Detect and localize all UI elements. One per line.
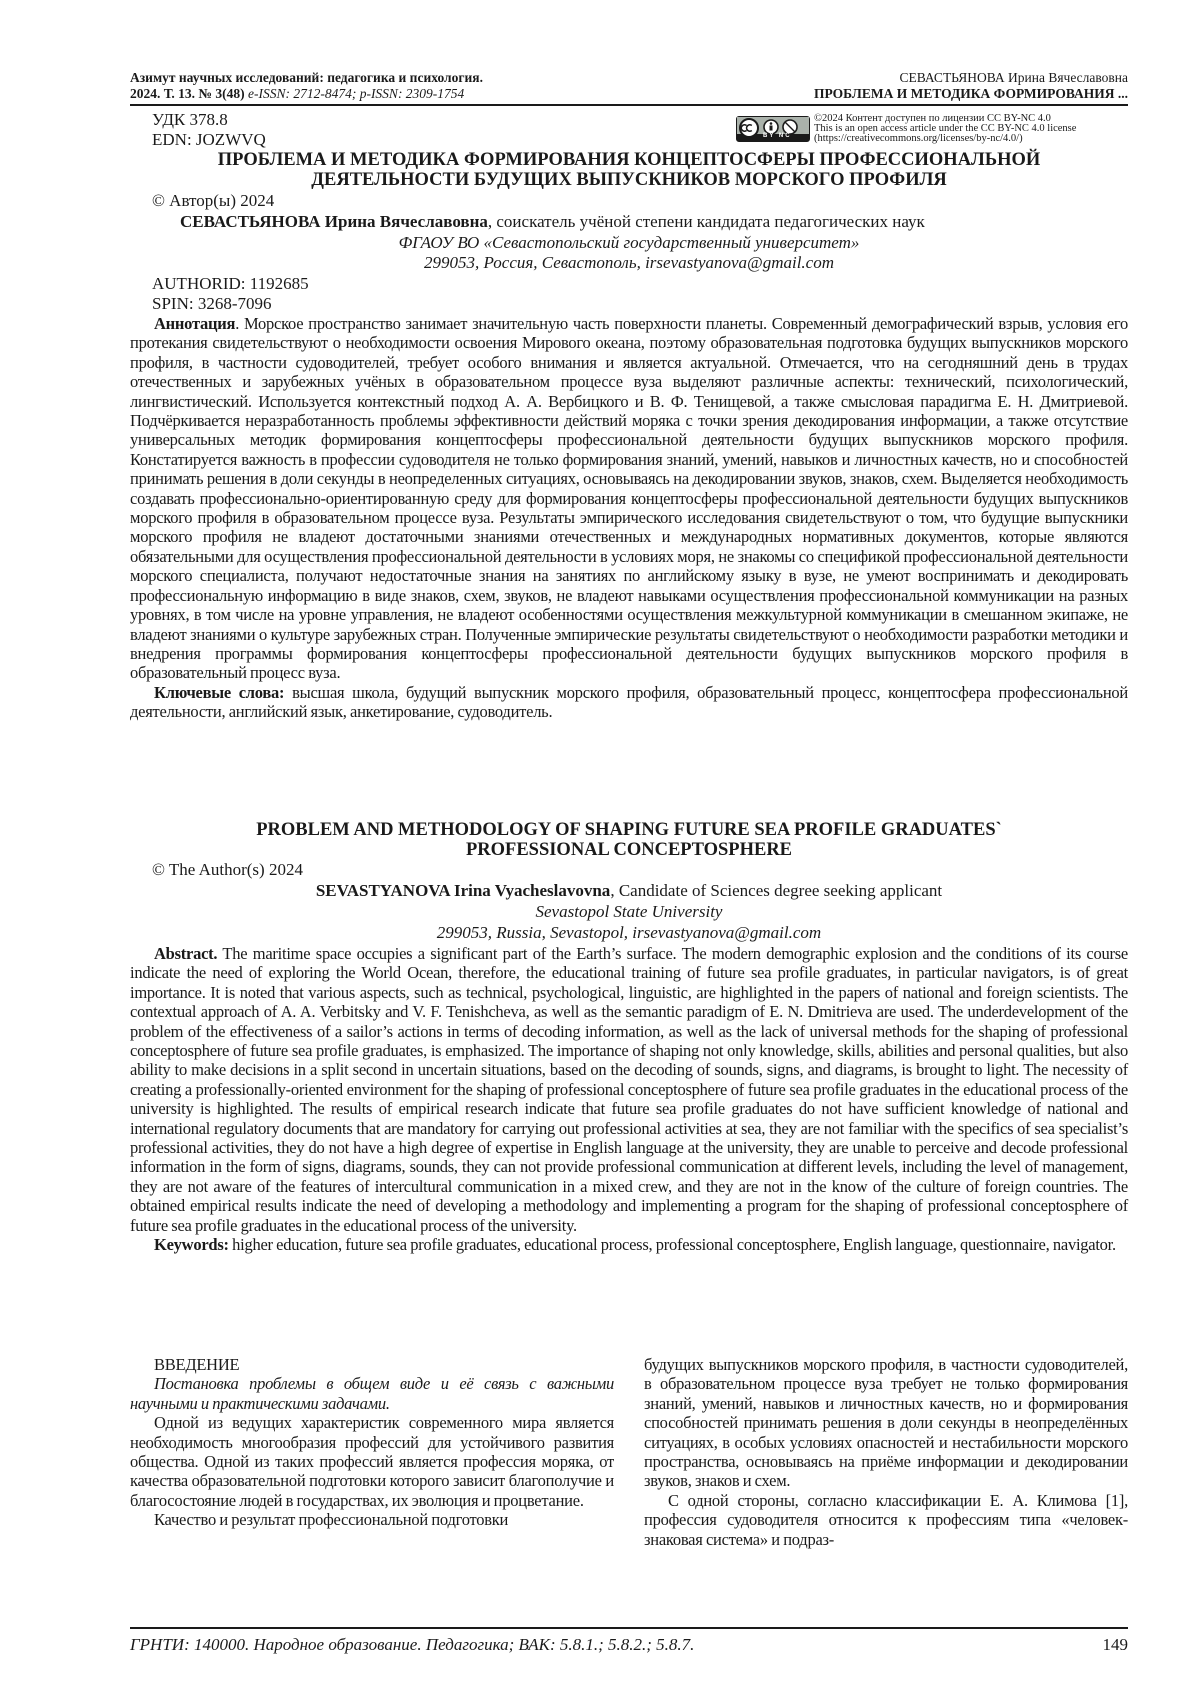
edn: EDN: JOZWVQ [152,130,266,149]
spin: SPIN: 3268-7096 [152,294,272,313]
issue-line [130,86,650,102]
intro-right-column [644,1355,1128,1549]
section-heading-intro: ВВЕДЕНИЕ [154,1355,240,1374]
abstract-text-en: The maritime space occupies a significant part of the Earth’s surface. The modern demographic explosion and the conditions of its course indicate the need of exploring the World Ocean, therefore, the educational training of future sea profile graduates, in particular navigators, is of great importance. It is noted that various aspects, such as technical, psychological, linguistic, are highlighted in the papers of national and foreign scientists. The contextual approach of A. A. Verbitsky and V. F. Tenishcheva, as well as the semantic paradigm of E. N. Dmitrieva are used. The underdevelopment of the problem of the effectiveness of a sailor’s actions in terms of decoding information, as well as the lack of universal methods for the shaping of professional conceptosphere of future sea profile graduates, is emphasized. The importance of shaping not only knowledge, skills, abilities and personal qualities, but also ability to make decisions in a split second in uncertain situations, based on the decoding of sounds, signs, and diagrams, is brought to light. The necessity of creating a professionally-oriented environment for the shaping of professional conceptosphere of future sea profile graduates in the educational process of the university is highlighted. The results of empirical research indicate that future sea profile graduates do not have sufficient knowledge of national and international regulatory documents that are mandatory for carrying out professional activities at sea, they are not familiar with the specifics of sea specialist’s professional activities, they do not have a high degree of expertise in English language at the university, they are unable to perceive and decode professional information in the form of signs, diagrams, sounds, they can not provide professional communication at different levels, including the level of management, they are not aware of the features of intercultural communication in a mixed crew, and they are not in the know of the culture of foreign countries. The obtained empirical results indicate the need of developing a methodology and implementing a program for the shaping of professional conceptosphere of future sea profile graduates in the educational process of the university. [130,944,1128,1235]
cc-by-nc-badge[interactable] [736,116,810,142]
affiliation-ru: ФГАОУ ВО «Севастопольский государственный университет» [398,233,860,252]
abstract-label-ru: Аннотация [154,314,236,333]
intro-subheading: Постановка проблемы в общем виде и её связь с важными научными и практическими задачами. [130,1374,614,1413]
keywords-label-ru: Ключевые слова: [154,682,285,702]
license-link[interactable]: (https://creativecommons.org/licenses/by-nc/4.0/) [814,133,1023,144]
title-line: ПРОБЛЕМА И МЕТОДИКА ФОРМИРОВАНИЯ КОНЦЕПТОСФЕРЫ ПРОФЕССИОНАЛЬНОЙ [217,150,1041,170]
intro-paragraph: будущих выпускников морского профиля, в частности судоводителей, в образовательном процессе вуза требует не только формирования знаний, умений, навыков и личностных качеств, но и формирования способностей принимать решения в доли секунды в неопределённых ситуациях, в особых условиях опасностей и нестабильности морского пространства, основываясь на приёме информации и декодировании звуков, знаков и схем. [644,1355,1128,1491]
address-ru: 299053, Россия, Севастополь, irsevastyanova@gmail.com [424,253,834,272]
intro-paragraph: С одной стороны, согласно классификации Е. А. Климова [1], профессия судоводителя относится к профессиям типа «человек-знаковая система» и подраз- [644,1490,1128,1549]
author-position-en: , Candidate of Sciences degree seeking applicant [610,881,943,900]
copyright-en: © The Author(s) 2024 [152,860,303,879]
copyright-ru: © Автор(ы) 2024 [152,191,275,210]
address-en: 299053, Russia, Sevastopol, irsevastyanova@gmail.com [436,923,822,942]
issue-number: 2024. Т. 13. № 3(48) [130,86,245,101]
authorid: AUTHORID: 1192685 [152,274,309,293]
title-line: PROBLEM AND METHODOLOGY OF SHAPING FUTURE SEA PROFILE GRADUATES` [256,820,1002,840]
footer-divider [130,1627,1128,1629]
keywords-label-en: Keywords: [154,1235,229,1255]
abstract-en [130,944,1128,1255]
abstract-label-en: Abstract. [154,944,218,963]
udk: УДК 378.8 [152,110,228,129]
author-name-en: SEVASTYANOVA Irina Vyacheslavovna [315,881,611,900]
keywords-text-ru: высшая школа, будущий выпускник морского профиля, образовательный процесс, концептосфера профессиональной деятельности, английский язык, анкетирование, судоводитель. [130,682,1128,722]
title-line: PROFESSIONAL CONCEPTOSPHERE [465,840,793,860]
header-divider [130,104,1128,106]
license-text [814,114,1144,144]
author-position-ru: , соискатель учёной степени кандидата педагогических наук [487,212,925,231]
intro-paragraph: Одной из ведущих характеристик современного мира является необходимость многообразия профессий для устойчивого развития общества. Одной из таких профессий является профессия моряка, от качества образовательной подготовки которого зависит благополучие и благосостояние людей в государствах, их эволюция и процветание. [130,1413,614,1510]
footer-classification: ГРНТИ: 140000. Народное образование. Педагогика; ВАК: 5.8.1.; 5.8.2.; 5.8.7. [130,1635,695,1654]
intro-left-column [130,1355,614,1530]
license-line: ©2024 Контент доступен по лицензии CC BY-NC 4.0 [814,113,1051,124]
author-name-ru: СЕВАСТЬЯНОВА Ирина Вячеславовна [180,212,488,231]
license-block [736,114,1136,144]
running-header-right [668,70,1128,102]
cc-badge-text: BY NC [763,133,792,139]
author-line-en [130,881,1128,901]
abstract-ru [130,314,1128,722]
title-line: ДЕЯТЕЛЬНОСТИ БУДУЩИХ ВЫПУСКНИКОВ МОРСКОГО ПРОФИЛЯ [311,170,947,190]
header-author: СЕВАСТЬЯНОВА Ирина Вячеславовна [899,70,1128,85]
journal-name: Азимут научных исследований: педагогика и психология. [130,70,483,85]
license-line: This is an open access article under the CC BY-NC 4.0 license [814,123,1077,134]
header-short-title: ПРОБЛЕМА И МЕТОДИКА ФОРМИРОВАНИЯ ... [814,86,1128,101]
article-title-ru [130,150,1128,190]
abstract-text-ru: . Морское пространство занимает значительную часть поверхности планеты. Современный демографический взрыв, условия его протекания свидетельствуют о необходимости освоения Мирового океана, поэтому образовательная подготовка будущих выпускников морского профиля, в частности судоводителей, требует особого внимания и является актуальной. Отмечается, что на сегодняшний день в трудах отечественных и зарубежных учёных в образовательном процессе вуза выделяют различные аспекты: технический, психологический, лингвистический. Используется контекстный подход А. А. Вербицкого и В. Ф. Тенищевой, а также смысловая парадигма Е. Н. Дмитриевой. Подчёркивается неразработанность проблемы эффективности действий моряка с точки зрения декодирования информации, а также отсутствие универсальных методик формирования концептосферы профессиональной деятельности будущих выпускников морского профиля. Констатируется важность в профессии судоводителя не только формирования знаний, умений, навыков и личностных качеств, но и способностей принимать решения в доли секунды в неопределенных ситуациях, основываясь на декодировании звуков, знаков, схем. Выделяется необходимость создавать профессионально-ориентированную среду для формирования концептосферы профессиональной деятельности будущих выпускников морского профиля в образовательном процессе вуза. Результаты эмпирического исследования свидетельствуют о том, что будущие выпускники морского профиля не владеют достаточными знаниями отечественных и международных нормативных документов, которые являются обязательными для осуществления профессиональной деятельности в условиях моря, не знакомы со спецификой профессиональной деятельности морского специалиста, получают недостаточные знания на занятиях по английскому языку в вузе, не умеют воспринимать и декодировать профессиональную информацию в виде знаков, схем, звуков, не владеют навыками осуществления профессиональной коммуникации на разных уровнях, в том числе на уровне управления, не владеют особенностями осуществления межкультурной коммуникации в смешанном экипаже, не владеют знаниями о культуре зарубежных стран. Полученные эмпирические результаты свидетельствуют о необходимости разработки методики и внедрения программы формирования концептосферы профессиональной деятельности будущих выпускников морского профиля в образовательный процесс вуза. [130,314,1128,683]
issn: e-ISSN: 2712-8474; p-ISSN: 2309-1754 [247,86,465,101]
page-number: 149 [1102,1635,1128,1654]
running-header-left [130,70,650,102]
author-line-ru [180,212,1128,232]
article-title-en [130,820,1128,860]
page-footer [130,1635,1128,1655]
keywords-text-en: higher education, future sea profile graduates, educational process, professional conceptosphere, English language, questionnaire, navigator. [228,1235,1116,1255]
affiliation-en: Sevastopol State University [535,902,723,921]
intro-paragraph: Качество и результат профессиональной подготовки [154,1510,509,1530]
